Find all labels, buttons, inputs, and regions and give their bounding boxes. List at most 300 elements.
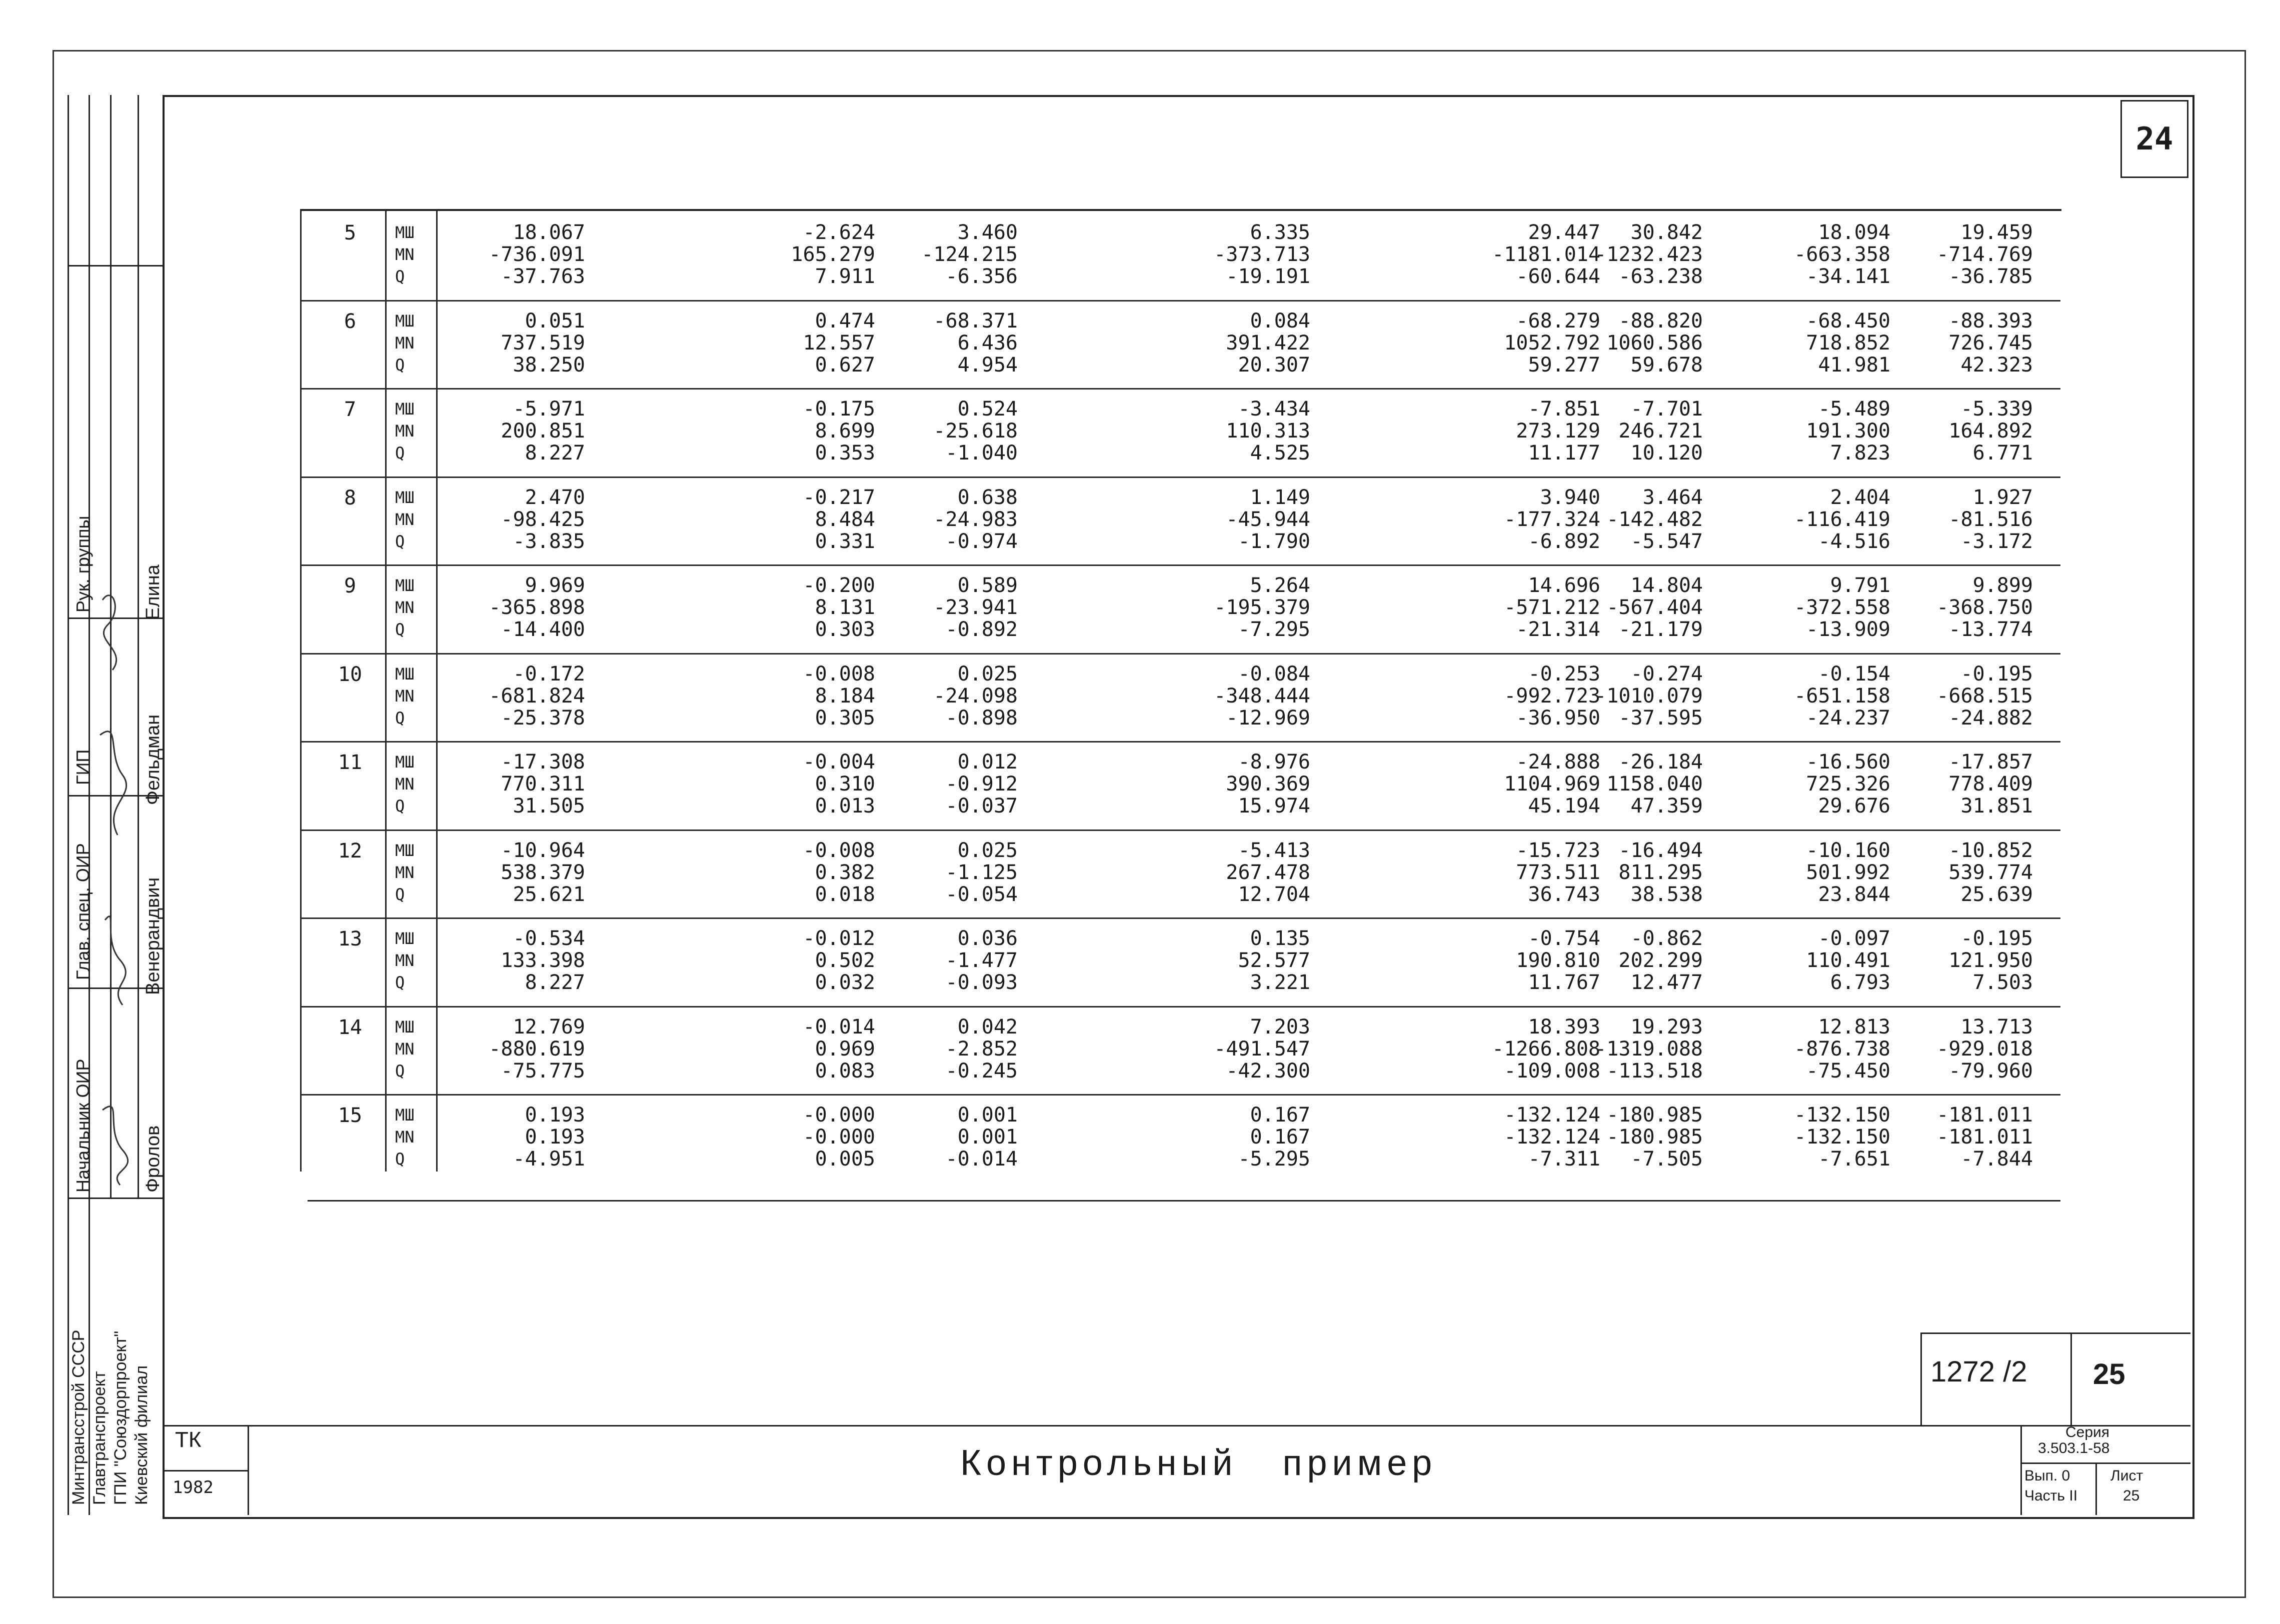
row-label: МN (395, 1039, 415, 1058)
org-line: Главтранспроект (90, 1371, 109, 1505)
table-cell: -17.857 (1948, 750, 2033, 774)
table-cell: 773.511 (1516, 860, 1600, 884)
table-cell: -88.393 (1948, 309, 2033, 332)
table-cell: -880.619 (489, 1037, 585, 1060)
stamp-name-text: Фролов (143, 1125, 164, 1192)
table-cell: -1232.423 (1594, 243, 1703, 266)
table-cell: 0.589 (957, 574, 1018, 597)
row-label: МN (395, 333, 415, 352)
table-cell: 1.927 (1972, 486, 2033, 509)
table-cell: 6.436 (957, 331, 1018, 354)
table-cell: -0.054 (945, 882, 1018, 906)
table-cell: 391.422 (1226, 331, 1310, 354)
series-label: Серия (2065, 1424, 2110, 1440)
table-cell: -7.295 (1238, 618, 1310, 641)
table-cell: -10.852 (1948, 838, 2033, 862)
row-label: Q (395, 444, 405, 462)
table-cell: 8.227 (525, 442, 585, 464)
table-cell: 4.525 (1250, 442, 1310, 464)
table-cell: -876.738 (1794, 1037, 1890, 1060)
table-cell: 42.323 (1960, 353, 2033, 376)
row-number: 12 (338, 839, 363, 862)
table-cell: 11.177 (1528, 442, 1600, 464)
table-cell: -14.400 (501, 618, 585, 641)
table-cell: 164.892 (1948, 420, 2033, 442)
table-cell: -714.769 (1936, 243, 2033, 266)
table-cell: 31.851 (1960, 794, 2033, 818)
table-cell: -0.892 (945, 618, 1018, 641)
row-label: МШ (395, 311, 415, 330)
row-label: МN (395, 862, 415, 882)
table-cell: -10.964 (501, 838, 585, 862)
table-cell: 7.911 (815, 265, 875, 288)
row-number: 6 (344, 310, 357, 333)
table-cell: -3.835 (513, 530, 585, 553)
year-label: 1982 (173, 1478, 214, 1498)
table-left-border (300, 209, 302, 1172)
table-cell: -26.184 (1618, 750, 1703, 774)
row-label: Q (395, 1150, 405, 1168)
sheet-number: 25 (2093, 1358, 2125, 1390)
table-cell: -132.124 (1504, 1104, 1600, 1126)
table-cell: 0.524 (957, 398, 1018, 420)
table-cell: -15.723 (1516, 838, 1600, 862)
chast-label: Часть II (2024, 1488, 2078, 1504)
table-cell: 7.203 (1250, 1015, 1310, 1038)
table-cell: 18.094 (1818, 221, 1890, 244)
table-cell: -21.314 (1516, 618, 1600, 641)
table-cell: -8.976 (1238, 750, 1310, 774)
series-value: 3.503.1-58 (2038, 1440, 2110, 1456)
row-number: 14 (338, 1016, 363, 1039)
row-label: Q (395, 620, 405, 639)
table-col-divider (385, 209, 387, 1172)
table-cell: 718.852 (1806, 331, 1890, 354)
table-cell: -0.274 (1630, 662, 1703, 686)
stamp-name-text: Елина (143, 564, 164, 620)
table-cell: 0.969 (815, 1037, 875, 1060)
table-cell: 8.131 (815, 596, 875, 619)
table-cell: 1060.586 (1606, 331, 1703, 354)
table-cell: -37.763 (501, 265, 585, 288)
row-number: 10 (338, 662, 363, 686)
table-cell: 0.012 (957, 750, 1018, 774)
table-cell: 15.974 (1238, 794, 1310, 818)
table-cell: -3.172 (1960, 530, 2033, 553)
table-cell: 20.307 (1238, 353, 1310, 376)
row-separator (301, 918, 2060, 919)
table-cell: 6.793 (1830, 971, 1890, 994)
table-cell: -37.595 (1618, 706, 1703, 730)
row-number: 7 (344, 398, 357, 421)
table-cell: 811.295 (1618, 860, 1703, 884)
table-cell: -0.912 (945, 772, 1018, 796)
table-cell: -142.482 (1606, 508, 1703, 531)
table-bottom-border (308, 1200, 2060, 1202)
table-cell: -0.974 (945, 530, 1018, 553)
table-cell: -24.888 (1516, 750, 1600, 774)
table-cell: 3.940 (1540, 486, 1600, 509)
table-cell: -0.200 (803, 574, 875, 597)
table-cell: -132.124 (1504, 1126, 1600, 1148)
table-cell: -368.750 (1936, 596, 2033, 619)
table-cell: -0.084 (1238, 662, 1310, 686)
table-cell: -929.018 (1936, 1037, 2033, 1060)
row-label: МШ (395, 840, 415, 860)
table-cell: 29.676 (1818, 794, 1890, 818)
table-cell: 726.745 (1948, 331, 2033, 354)
table-cell: -348.444 (1214, 684, 1310, 708)
table-cell: 59.277 (1528, 353, 1600, 376)
table-cell: 0.135 (1250, 927, 1310, 950)
table-cell: -0.037 (945, 794, 1018, 818)
row-separator (301, 741, 2060, 742)
table-cell: 0.331 (815, 530, 875, 553)
table-cell: 12.769 (513, 1015, 585, 1038)
row-label: МN (395, 951, 415, 970)
table-cell: -36.785 (1948, 265, 2033, 288)
table-cell: 36.743 (1528, 882, 1600, 906)
table-cell: 0.013 (815, 794, 875, 818)
table-cell: 31.505 (513, 794, 585, 818)
table-cell: 14.696 (1528, 574, 1600, 597)
table-cell: 0.032 (815, 971, 875, 994)
table-cell: -24.983 (933, 508, 1018, 531)
table-cell: 0.353 (815, 442, 875, 464)
table-cell: 2.404 (1830, 486, 1890, 509)
table-top-border (301, 209, 2061, 211)
table-cell: 0.083 (815, 1059, 875, 1082)
table-cell: -0.253 (1528, 662, 1600, 686)
drawing-title: Контрольный пример (960, 1443, 1437, 1483)
table-cell: 7.503 (1972, 971, 2033, 994)
table-cell: -42.300 (1226, 1059, 1310, 1082)
table-cell: -177.324 (1504, 508, 1600, 531)
table-cell: -12.969 (1226, 706, 1310, 730)
table-cell: -0.000 (803, 1126, 875, 1148)
table-cell: -7.701 (1630, 398, 1703, 420)
table-cell: 18.393 (1528, 1015, 1600, 1038)
table-cell: -1.477 (945, 949, 1018, 972)
table-cell: -0.000 (803, 1104, 875, 1126)
table-cell: -5.339 (1960, 398, 2033, 420)
row-label: МN (395, 598, 415, 617)
table-cell: 3.464 (1642, 486, 1703, 509)
table-cell: -0.175 (803, 398, 875, 420)
table-cell: -13.909 (1806, 618, 1890, 641)
table-cell: 202.299 (1618, 949, 1703, 972)
table-cell: 0.382 (815, 860, 875, 884)
table-cell: 10.120 (1630, 442, 1703, 464)
row-label: МN (395, 510, 415, 529)
table-cell: 47.359 (1630, 794, 1703, 818)
table-cell: 539.774 (1948, 860, 2033, 884)
row-label: МШ (395, 1106, 415, 1124)
table-cell: -75.450 (1806, 1059, 1890, 1082)
row-label: Q (395, 1061, 405, 1080)
row-number: 15 (338, 1104, 363, 1127)
table-cell: 19.293 (1630, 1015, 1703, 1038)
table-cell: 0.001 (957, 1126, 1018, 1148)
table-cell: -0.245 (945, 1059, 1018, 1082)
table-cell: 191.300 (1806, 420, 1890, 442)
table-cell: -181.011 (1936, 1126, 2033, 1148)
table-cell: 110.313 (1226, 420, 1310, 442)
table-cell: -109.008 (1504, 1059, 1600, 1082)
table-cell: 0.305 (815, 706, 875, 730)
table-cell: 4.954 (957, 353, 1018, 376)
table-cell: -0.172 (513, 662, 585, 686)
table-cell: -45.944 (1226, 508, 1310, 531)
doc-number: 1272 /2 (1930, 1356, 2027, 1388)
table-cell: -0.534 (513, 927, 585, 950)
table-cell: 41.981 (1818, 353, 1890, 376)
tk-label: ТК (175, 1428, 202, 1452)
table-cell: -68.371 (933, 309, 1018, 332)
table-cell: 110.491 (1806, 949, 1890, 972)
table-cell: 770.311 (501, 772, 585, 796)
table-cell: -365.898 (489, 596, 585, 619)
table-cell: -373.713 (1214, 243, 1310, 266)
table-cell: 5.264 (1250, 574, 1310, 597)
signature-scribbles (93, 525, 138, 1190)
table-cell: -5.489 (1818, 398, 1890, 420)
row-label: МШ (395, 223, 415, 242)
table-cell: 0.036 (957, 927, 1018, 950)
table-cell: -5.413 (1238, 838, 1310, 862)
stamp-role-text: Рук. группы (73, 516, 93, 612)
stamp-role-text: ГИП (73, 749, 93, 785)
table-cell: -663.358 (1794, 243, 1890, 266)
table-cell: 3.460 (957, 221, 1018, 244)
table-cell: -7.844 (1960, 1148, 2033, 1170)
table-cell: -668.515 (1936, 684, 2033, 708)
table-cell: -25.618 (933, 420, 1018, 442)
org-line: Киевский филиал (132, 1365, 151, 1505)
row-separator (301, 653, 2060, 654)
row-label: Q (395, 973, 405, 992)
table-cell: -132.150 (1794, 1104, 1890, 1126)
table-cell: -0.004 (803, 750, 875, 774)
table-cell: 200.851 (501, 420, 585, 442)
table-cell: 14.804 (1630, 574, 1703, 597)
table-cell: 9.899 (1972, 574, 2033, 597)
table-cell: -4.951 (513, 1148, 585, 1170)
table-cell: 0.167 (1250, 1104, 1310, 1126)
table-cell: -7.505 (1630, 1148, 1703, 1170)
series-divider (2020, 1462, 2190, 1464)
table-cell: 501.992 (1806, 860, 1890, 884)
list-label: Лист (2110, 1468, 2143, 1484)
row-label: МN (395, 1128, 415, 1146)
table-cell: 725.326 (1806, 772, 1890, 796)
table-cell: -0.862 (1630, 927, 1703, 950)
table-cell: 9.969 (525, 574, 585, 597)
row-label: Q (395, 532, 405, 551)
table-cell: 246.721 (1618, 420, 1703, 442)
table-cell: 8.184 (815, 684, 875, 708)
table-cell: 13.713 (1960, 1015, 2033, 1038)
row-label: МШ (395, 752, 415, 772)
table-cell: 9.791 (1830, 574, 1890, 597)
table-cell: 23.844 (1818, 882, 1890, 906)
table-cell: -681.824 (489, 684, 585, 708)
row-number: 9 (344, 574, 357, 598)
table-cell: 1104.969 (1504, 772, 1600, 796)
row-label: Q (395, 355, 405, 374)
table-cell: 0.167 (1250, 1126, 1310, 1148)
stamp-name-text: Фельдман (143, 714, 164, 805)
table-cell: -0.008 (803, 662, 875, 686)
table-cell: 11.767 (1528, 971, 1600, 994)
row-label: МШ (395, 488, 415, 507)
table-cell: 3.221 (1250, 971, 1310, 994)
table-cell: -36.950 (1516, 706, 1600, 730)
table-cell: -13.774 (1948, 618, 2033, 641)
table-cell: 0.018 (815, 882, 875, 906)
table-cell: -23.941 (933, 596, 1018, 619)
row-separator (301, 476, 2060, 478)
table-cell: -1.040 (945, 442, 1018, 464)
row-label: Q (395, 708, 405, 728)
table-cell: 538.379 (501, 860, 585, 884)
table-cell: -68.279 (1516, 309, 1600, 332)
row-separator (301, 300, 2060, 302)
table-cell: -3.434 (1238, 398, 1310, 420)
table-cell: 0.303 (815, 618, 875, 641)
table-cell: -5.547 (1630, 530, 1703, 553)
title-block-top-line (163, 1425, 2190, 1426)
row-label: МN (395, 686, 415, 706)
row-label: МN (395, 774, 415, 794)
table-cell: 0.193 (525, 1104, 585, 1126)
table-cell: 8.227 (525, 971, 585, 994)
table-cell: 0.001 (957, 1104, 1018, 1126)
table-cell: -10.160 (1806, 838, 1890, 862)
table-cell: -7.311 (1528, 1148, 1600, 1170)
table-cell: 0.310 (815, 772, 875, 796)
table-cell: -7.651 (1818, 1148, 1890, 1170)
table-cell: -25.378 (501, 706, 585, 730)
table-cell: -736.091 (489, 243, 585, 266)
table-cell: 12.813 (1818, 1015, 1890, 1038)
table-cell: 273.129 (1516, 420, 1600, 442)
table-cell: 29.447 (1528, 221, 1600, 244)
table-cell: -2.624 (803, 221, 875, 244)
series-left-border (2020, 1425, 2022, 1515)
table-cell: 121.950 (1948, 949, 2033, 972)
tk-divider (163, 1470, 248, 1472)
table-cell: -180.985 (1606, 1126, 1703, 1148)
row-label: МN (395, 422, 415, 440)
table-cell: -992.723 (1504, 684, 1600, 708)
table-cell: -571.212 (1504, 596, 1600, 619)
table-cell: -0.898 (945, 706, 1018, 730)
table-cell: -0.014 (945, 1148, 1018, 1170)
table-cell: -63.238 (1618, 265, 1703, 288)
table-cell: -0.097 (1818, 927, 1890, 950)
table-cell: -75.775 (501, 1059, 585, 1082)
table-cell: -5.295 (1238, 1148, 1310, 1170)
table-cell: 0.042 (957, 1015, 1018, 1038)
table-cell: 1158.040 (1606, 772, 1703, 796)
table-cell: 0.638 (957, 486, 1018, 509)
table-cell: 45.194 (1528, 794, 1600, 818)
docnum-left-line (1920, 1332, 1922, 1425)
table-cell: -116.419 (1794, 508, 1890, 531)
table-cell: 267.478 (1226, 860, 1310, 884)
table-cell: 0.502 (815, 949, 875, 972)
row-label: Q (395, 267, 405, 286)
table-cell: -0.195 (1960, 927, 2033, 950)
table-cell: 30.842 (1630, 221, 1703, 244)
table-cell: -24.237 (1806, 706, 1890, 730)
vyp-label: Вып. 0 (2024, 1468, 2070, 1484)
row-number: 11 (338, 751, 363, 774)
table-cell: -195.379 (1214, 596, 1310, 619)
org-line: Минтрансстрой СССР (69, 1330, 88, 1505)
table-cell: 8.699 (815, 420, 875, 442)
table-cell: -6.356 (945, 265, 1018, 288)
table-cell: -68.450 (1806, 309, 1890, 332)
table-cell: -567.404 (1606, 596, 1703, 619)
row-number: 5 (344, 222, 357, 244)
row-separator (301, 1094, 2060, 1096)
table-cell: -113.518 (1606, 1059, 1703, 1082)
stamp-name-text: Венерандвич (143, 877, 164, 995)
table-cell: 38.538 (1630, 882, 1703, 906)
table-cell: -0.012 (803, 927, 875, 950)
row-number: 13 (338, 928, 363, 950)
table-cell: -21.179 (1618, 618, 1703, 641)
table-cell: -0.217 (803, 486, 875, 509)
list-value: 25 (2123, 1488, 2140, 1504)
table-cell: -1010.079 (1594, 684, 1703, 708)
row-label: Q (395, 884, 405, 904)
row-separator (301, 830, 2060, 831)
table-cell: -34.141 (1806, 265, 1890, 288)
table-cell: -16.494 (1618, 838, 1703, 862)
table-cell: -0.008 (803, 838, 875, 862)
row-label: Q (395, 796, 405, 816)
table-cell: -0.154 (1818, 662, 1890, 686)
table-cell: -1.790 (1238, 530, 1310, 553)
table-cell: -6.892 (1528, 530, 1600, 553)
table-cell: -180.985 (1606, 1104, 1703, 1126)
table-cell: -1266.808 (1492, 1037, 1600, 1060)
table-cell: 0.193 (525, 1126, 585, 1148)
row-label: МN (395, 245, 415, 264)
row-separator (301, 564, 2060, 566)
table-cell: -651.158 (1794, 684, 1890, 708)
table-cell: -16.560 (1806, 750, 1890, 774)
docnum-top-line (1920, 1332, 2190, 1334)
table-cell: -88.820 (1618, 309, 1703, 332)
table-cell: -17.308 (501, 750, 585, 774)
table-cell: 0.025 (957, 838, 1018, 862)
table-cell: 0.627 (815, 353, 875, 376)
row-number: 8 (344, 486, 357, 510)
table-cell: 1052.792 (1504, 331, 1600, 354)
table-cell: 0.025 (957, 662, 1018, 686)
table-cell: -79.960 (1948, 1059, 2033, 1082)
table-cell: -0.195 (1960, 662, 2033, 686)
table-cell: 2.470 (525, 486, 585, 509)
row-label: МШ (395, 1017, 415, 1036)
table-cell: 52.577 (1238, 949, 1310, 972)
table-cell: 12.557 (803, 331, 875, 354)
table-cell: 19.459 (1960, 221, 2033, 244)
